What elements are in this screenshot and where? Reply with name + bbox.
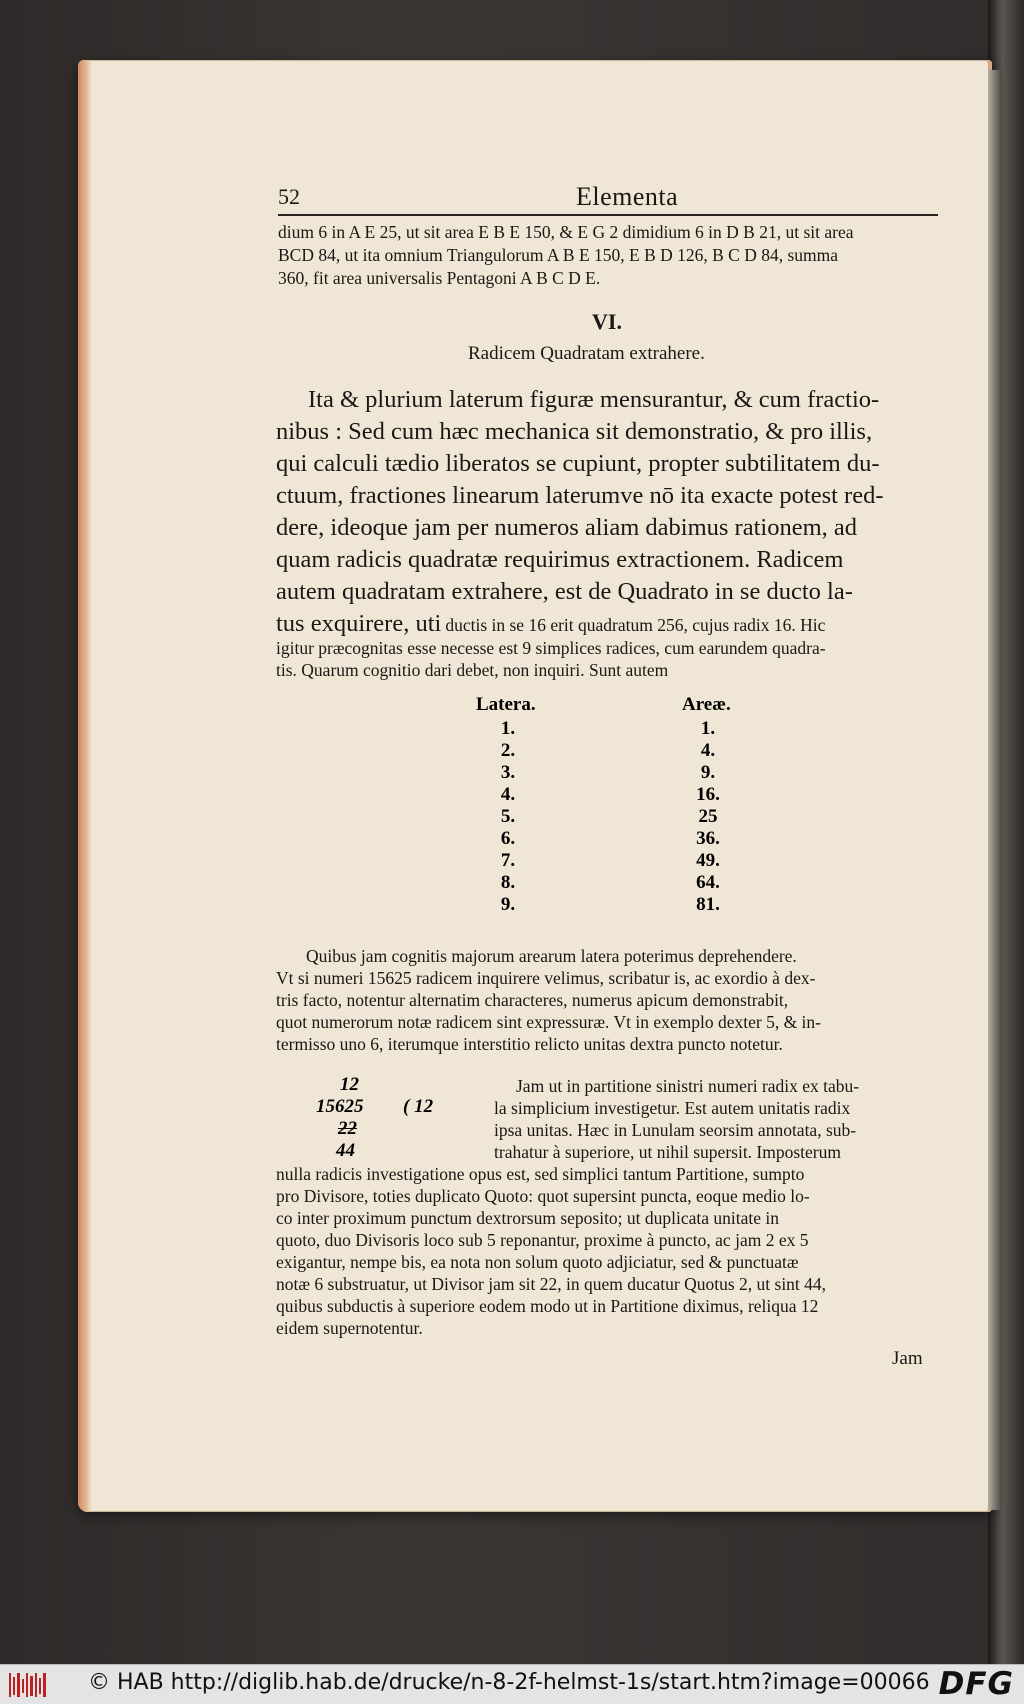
table-cell-latera: 3.	[500, 762, 516, 783]
para2-line: quot numerorum notæ radicem sint expressuræ. Vt in exemplo dexter 5, & in-	[276, 1012, 821, 1032]
source-link[interactable]: © HAB http://diglib.hab.de/drucke/n-8-2f-helmst-1s/start.htm?image=00066	[88, 1670, 930, 1695]
viewer-footer	[0, 1664, 1024, 1704]
calculation-example	[308, 1072, 468, 1162]
section-title: Radicem Quadratam extrahere.	[468, 343, 705, 364]
table-cell-latera: 9.	[500, 894, 516, 915]
table-cell-areae: 1.	[700, 718, 716, 739]
body-line: tis. Quarum cognitio dari debet, non inquiri. Sunt autem	[276, 660, 669, 680]
page-shadow	[988, 70, 1002, 1510]
calc-number: 15625	[316, 1096, 364, 1117]
para3-line: nulla radicis investigatione opus est, sed simplici tantum Partitione, sumpto	[276, 1164, 805, 1184]
para3-line: notæ 6 substruatur, ut Divisor jam sit 22, in quem ducatur Quotus 2, ut sint 44,	[276, 1274, 827, 1294]
para3-line: eidem supernotentur.	[276, 1318, 423, 1338]
table-cell-latera: 5.	[500, 806, 516, 827]
para3-line: exigantur, nempe bis, ea nota non solum quoto adjiciatur, sed & punctuatæ	[276, 1252, 799, 1272]
body-line-small-part: ductis in se 16 erit quadratum 256, cujus radix 16. Hic	[445, 615, 826, 635]
body-line: autem quadratam extrahere, est de Quadrato in se ducto la-	[276, 578, 853, 605]
calc-top: 12	[340, 1074, 359, 1095]
table-cell-latera: 1.	[500, 718, 516, 739]
body-line: igitur præcognitas esse necesse est 9 simplices radices, cum earundem quadra-	[276, 638, 826, 658]
running-title: Elementa	[576, 182, 679, 211]
table-cell-latera: 8.	[500, 872, 516, 893]
para3-line: ipsa unitas. Hæc in Lunulam seorsim annotata, sub-	[494, 1120, 857, 1140]
para3-line: Jam ut in partitione sinistri numeri radix ex tabu-	[516, 1076, 860, 1096]
table-header-areae: Areæ.	[682, 694, 731, 715]
body-line: Ita & plurium laterum figuræ mensurantur, & cum fractio-	[308, 386, 880, 413]
intro-line: dium 6 in A E 25, ut sit area E B E 150, & E G 2 dimidium 6 in D B 21, ut sit area	[278, 222, 854, 242]
roots-table	[460, 694, 760, 924]
table-cell-latera: 2.	[500, 740, 516, 761]
page-number: 52	[278, 184, 300, 209]
body-line-large-part: tus exquirere, uti	[276, 610, 442, 637]
para2-line: tris facto, notentur alternatim characteres, numerus apicum demonstrabit,	[276, 990, 789, 1010]
calc-sub2: 44	[336, 1140, 355, 1161]
para3-line: quoto, duo Divisoris loco sub 5 reponantur, proxime à puncto, ac jam 2 ex 5	[276, 1230, 809, 1250]
body-line: nibus : Sed cum hæc mechanica sit demonstratio, & pro illis,	[276, 418, 873, 445]
table-cell-areae: 36.	[696, 828, 720, 849]
para3-line: co inter proximum punctum dextrorsum seposito; ut duplicata unitate in	[276, 1208, 780, 1228]
table-cell-areae: 25	[698, 806, 718, 827]
running-head	[278, 184, 938, 216]
body-line: qui calculi tædio liberatos se cupiunt, propter subtilitatem du-	[276, 450, 880, 477]
intro-line: 360, fit area universalis Pentagoni A B C D E.	[278, 268, 601, 288]
table-cell-latera: 7.	[500, 850, 516, 871]
para2-line: Vt si numeri 15625 radicem inquirere velimus, scribatur is, ac exordio à dex-	[276, 968, 816, 988]
table-cell-areae: 64.	[696, 872, 720, 893]
body-line: dere, ideoque jam per numeros aliam dabimus rationem, ad	[276, 514, 858, 541]
table-cell-latera: 6.	[500, 828, 516, 849]
section-number: VI.	[592, 309, 622, 334]
page-edge	[78, 60, 92, 1512]
barcode-logo-icon	[8, 1671, 48, 1699]
table-cell-areae: 81.	[696, 894, 720, 915]
table-cell-areae: 16.	[696, 784, 720, 805]
para2-line: Quibus jam cognitis majorum arearum latera poterimus deprehendere.	[306, 946, 797, 966]
table-cell-areae: 4.	[700, 740, 716, 761]
calc-sub1: 22	[338, 1118, 357, 1139]
para3-line: trahatur à superiore, ut nihil supersit. Imposterum	[494, 1142, 842, 1162]
dfg-logo: DFG	[938, 1666, 1014, 1702]
body-line: ctuum, fractiones linearum laterumve nō ita exacte potest red-	[276, 482, 884, 509]
para3-line: la simplicium investigetur. Est autem unitatis radix	[494, 1098, 851, 1118]
calc-paren: ( 12	[403, 1096, 434, 1117]
para2-line: termisso uno 6, iterumque interstitio relicto unitas dextra puncto notetur.	[276, 1034, 783, 1054]
table-cell-areae: 49.	[696, 850, 720, 871]
body-line-mixed	[276, 610, 825, 638]
table-header-latera: Latera.	[476, 694, 536, 715]
intro-line: BCD 84, ut ita omnium Triangulorum A B E 150, E B D 126, B C D 84, summa	[278, 245, 839, 265]
table-cell-areae: 9.	[700, 762, 716, 783]
para3-line: quibus subductis à superiore eodem modo ut in Partitione diximus, reliqua 12	[276, 1296, 819, 1316]
body-line: quam radicis quadratæ requirimus extractionem. Radicem	[276, 546, 844, 573]
catchword: Jam	[892, 1348, 923, 1369]
table-cell-latera: 4.	[500, 784, 516, 805]
para3-line: pro Divisore, toties duplicato Quoto: quot supersint puncta, eoque medio lo-	[276, 1186, 810, 1206]
